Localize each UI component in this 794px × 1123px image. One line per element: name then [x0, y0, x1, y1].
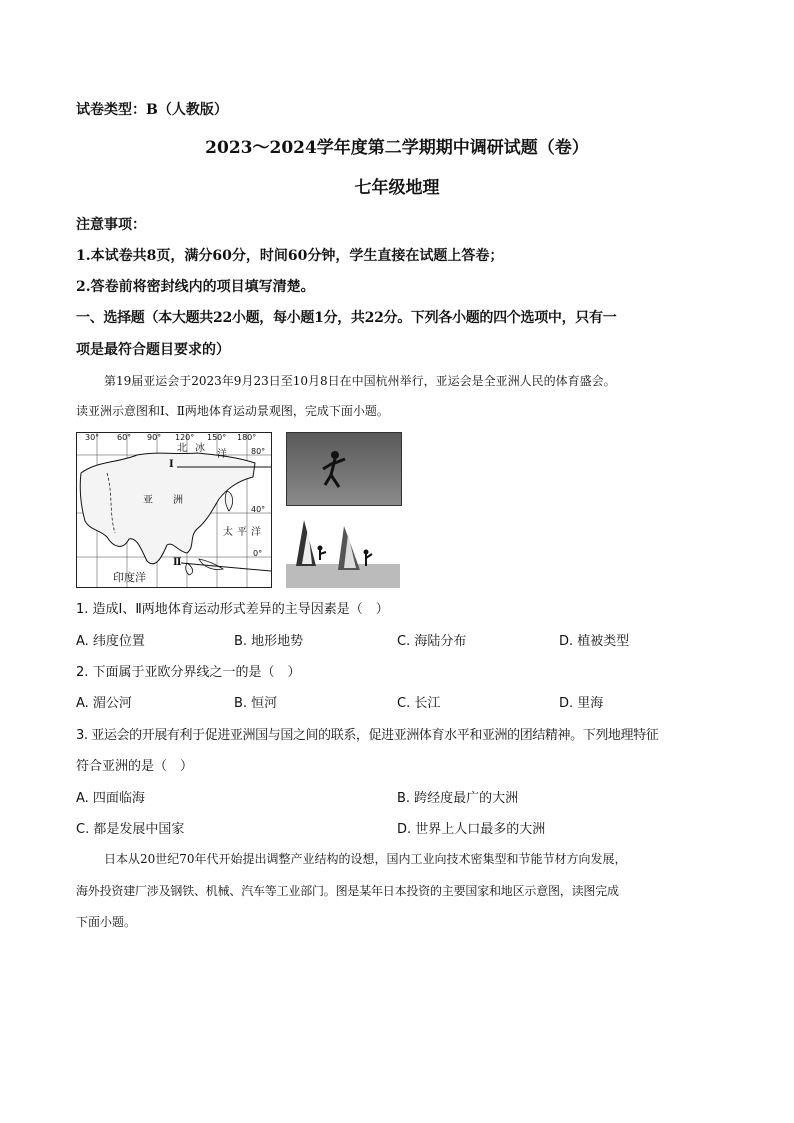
- q2-option-d[interactable]: D. 里海: [559, 696, 604, 711]
- exam-subtitle: 七年级地理: [354, 178, 440, 198]
- lon-label: 150°: [207, 433, 227, 442]
- q3-option-c[interactable]: C. 都是发展中国家: [76, 822, 185, 837]
- label-arctic-2: 冰: [195, 443, 205, 454]
- lat-label: 40°: [251, 505, 266, 514]
- label-pacific-2: 平: [237, 527, 247, 538]
- lon-label: 120°: [175, 433, 195, 442]
- q2-stem: 2. 下面属于亚欧分界线之一的是（ ）: [76, 665, 301, 680]
- label-indian-ocean: 印度洋: [113, 571, 146, 584]
- lat-label: 0°: [253, 549, 263, 558]
- label-arctic-3: 洋: [217, 449, 227, 460]
- label-arctic-1: 北: [177, 443, 187, 454]
- passage2-line1: 日本从20世纪70年代开始提出调整产业结构的设想，国内工业向技术密集型和节能节材方向发展，: [104, 852, 627, 866]
- q3-stem-line2: 符合亚洲的是（ ）: [76, 759, 194, 774]
- passage2-line2: 海外投资建厂涉及钢铁、机械、汽车等工业部门。图是某年日本投资的主要国家和地区示意图，读图完成: [76, 884, 619, 898]
- passage1-line1: 第19届亚运会于2023年9月23日至10月8日在中国杭州举行，亚运会是全亚洲人民的体育盛会。: [104, 374, 616, 388]
- q3-option-d[interactable]: D. 世界上人口最多的大洲: [397, 822, 546, 837]
- paper-type: 试卷类型：B（人教版）: [76, 102, 228, 118]
- photo-windsurfing: [286, 514, 400, 588]
- label-pacific-1: 太: [223, 527, 233, 538]
- note-item-1: 1.本试卷共8页，满分60分，时间60分钟，学生直接在试题上答卷；: [76, 248, 504, 264]
- label-asia-1: 亚: [143, 495, 153, 506]
- label-point-1: Ⅰ: [169, 459, 174, 470]
- lon-label: 60°: [117, 433, 132, 442]
- q1-option-b[interactable]: B. 地形地势: [234, 634, 304, 649]
- q1-stem: 1. 造成Ⅰ、Ⅱ两地体育运动形式差异的主导因素是（ ）: [76, 602, 389, 617]
- q3-option-a[interactable]: A. 四面临海: [76, 791, 145, 806]
- lat-label: 80°: [251, 447, 266, 456]
- asia-map: [76, 432, 272, 588]
- label-pacific-3: 洋: [251, 527, 261, 538]
- section1-heading-line1: 一、选择题（本大题共22小题，每小题1分，共22分。下列各小题的四个选项中，只有一: [76, 310, 617, 326]
- q1-option-d[interactable]: D. 植被类型: [559, 634, 630, 649]
- windsurf-icon: [286, 514, 400, 588]
- passage2-line3: 下面小题。: [76, 915, 137, 929]
- q3-stem-line1: 3. 亚运会的开展有利于促进亚洲国与国之间的联系，促进亚洲体育水平和亚洲的团结精神。下列地理特征: [76, 728, 659, 743]
- exam-title: 2023～2024学年度第二学期期中调研试题（卷）: [205, 138, 589, 158]
- lon-label: 180°: [237, 433, 257, 442]
- q2-option-c[interactable]: C. 长江: [397, 696, 441, 711]
- label-point-2: Ⅱ: [173, 557, 182, 568]
- skater-icon: [287, 433, 401, 505]
- q2-option-b[interactable]: B. 恒河: [234, 696, 278, 711]
- label-asia-2: 洲: [173, 495, 183, 506]
- lon-label: 30°: [85, 433, 100, 442]
- lon-label: 90°: [147, 433, 162, 442]
- passage1-line2: 读亚洲示意图和Ⅰ、Ⅱ两地体育运动景观图，完成下面小题。: [76, 404, 389, 418]
- section1-heading-line2: 项是最符合题目要求的）: [76, 342, 230, 358]
- photo-skating: [286, 432, 402, 506]
- q2-option-a[interactable]: A. 湄公河: [76, 696, 132, 711]
- note-item-2: 2.答卷前将密封线内的项目填写清楚。: [76, 279, 315, 295]
- q1-option-c[interactable]: C. 海陆分布: [397, 634, 467, 649]
- q1-option-a[interactable]: A. 纬度位置: [76, 634, 145, 649]
- q3-option-b[interactable]: B. 跨经度最广的大洲: [397, 791, 519, 806]
- notes-heading: 注意事项：: [76, 217, 146, 233]
